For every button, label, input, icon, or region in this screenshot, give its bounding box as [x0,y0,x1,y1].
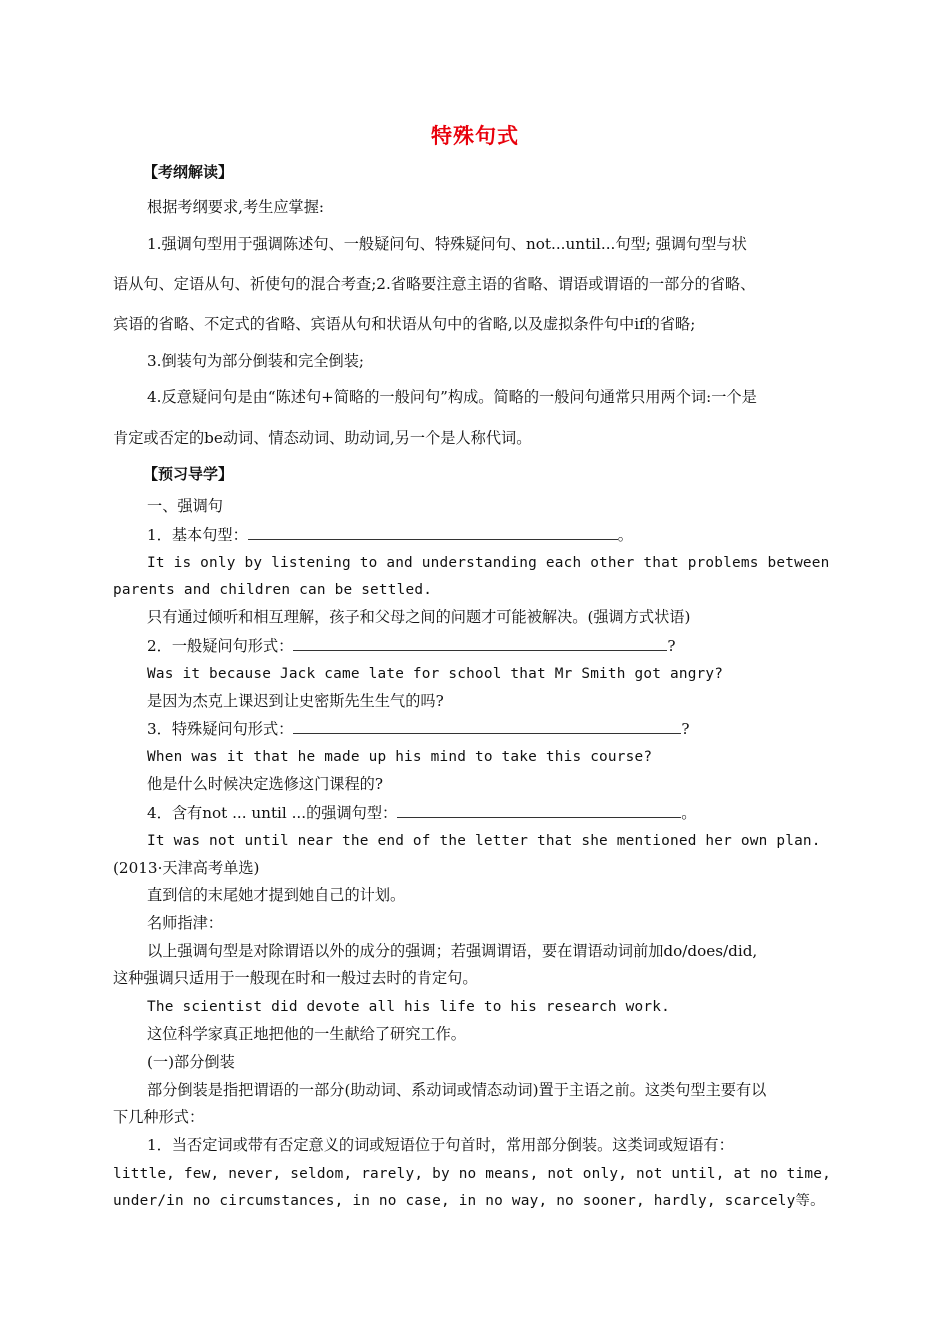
teacher-tip-line2: 这种强调只适用于一般现在时和一般过去时的肯定句。 [113,969,478,987]
question-3 [147,718,690,739]
teacher-tip-label: 名师指津： [147,914,223,932]
paragraph-point1-line1: 1.强调句型用于强调陈述句、一般疑问句、特殊疑问句、not...until...句型; 强调句型与状 [147,235,747,253]
subheading-partial-inversion: (一)部分倒装 [147,1053,235,1071]
inversion-intro-line2: 下几种形式： [113,1108,205,1126]
subheading-emphasis: 一、强调句 [147,497,223,515]
inversion-rule1-line1: 1．当否定词或带有否定意义的词或短语位于句首时，常用部分倒装。这类词或短语有： [147,1136,734,1154]
teacher-tip-line1: 以上强调句型是对除谓语以外的成分的强调；若强调谓语，要在谓语动词前加do/does/did, [147,942,758,960]
paragraph-point4-line2: 肯定或否定的be动词、情态动词、助动词,另一个是人称代词。 [113,429,532,447]
inversion-rule1-line3: under/in no circumstances, in no case, in no way, no sooner, hardly, scarcely等。 [113,1193,825,1209]
section-heading-syllabus: 【考纲解读】 [143,163,234,181]
example-1-line1: It is only by listening to and understanding each other that problems between [147,555,830,571]
question-4-blank[interactable] [397,802,681,818]
example-2-translation: 是因为杰克上课迟到让史密斯先生生气的吗? [147,692,444,710]
paragraph-intro: 根据考纲要求,考生应掌握: [147,198,325,216]
example-5: The scientist did devote all his life to his research work. [147,999,670,1015]
question-4-end: 。 [681,804,697,822]
question-1-end: 。 [617,526,633,544]
example-4-source: (2013·天津高考单选) [113,859,260,877]
example-4-translation: 直到信的末尾她才提到她自己的计划。 [147,886,406,904]
question-2 [147,635,676,656]
question-3-label: 3．特殊疑问句形式： [147,720,294,738]
paragraph-point4-line1: 4.反意疑问句是由“陈述句+简略的一般问句”构成。简略的一般问句通常只用两个词:一个是 [147,388,757,406]
question-3-end: ? [681,720,690,738]
example-3: When was it that he made up his mind to take this course? [147,749,653,765]
paragraph-point3: 3.倒装句为部分倒装和完全倒装; [147,352,365,370]
example-5-translation: 这位科学家真正地把他的一生献给了研究工作。 [147,1025,466,1043]
inversion-rule1-line2: little, few, never, seldom, rarely, by no means, not only, not until, at no time, [113,1166,831,1182]
example-4: It was not until near the end of the letter that she mentioned her own plan. [147,833,821,849]
page-title: 特殊句式 [431,124,519,148]
question-1-blank[interactable] [248,524,618,540]
inversion-intro-line1: 部分倒装是指把谓语的一部分(助动词、系动词或情态动词)置于主语之前。这类句型主要有以 [147,1081,767,1099]
paragraph-point1-line3: 宾语的省略、不定式的省略、宾语从句和状语从句中的省略,以及虚拟条件句中if的省略; [113,315,696,333]
question-4 [147,802,696,823]
question-2-blank[interactable] [293,635,667,651]
question-2-label: 2．一般疑问句形式： [147,637,294,655]
example-2: Was it because Jack came late for school that Mr Smith got angry? [147,666,724,682]
question-1-label: 1．基本句型： [147,526,248,544]
question-4-label: 4．含有not ... until ...的强调句型： [147,804,398,822]
question-2-end: ? [667,637,676,655]
paragraph-point1-line2: 语从句、定语从句、祈使句的混合考查;2.省略要注意主语的省略、谓语或谓语的一部分的省略、 [113,275,756,293]
example-3-translation: 他是什么时候决定选修这门课程的? [147,775,383,793]
example-1-translation: 只有通过倾听和相互理解，孩子和父母之间的问题才可能被解决。(强调方式状语) [147,608,691,626]
question-1 [147,524,633,545]
section-heading-preview: 【预习导学】 [143,465,234,483]
example-1-line2: parents and children can be settled. [113,582,433,598]
question-3-blank[interactable] [293,718,681,734]
